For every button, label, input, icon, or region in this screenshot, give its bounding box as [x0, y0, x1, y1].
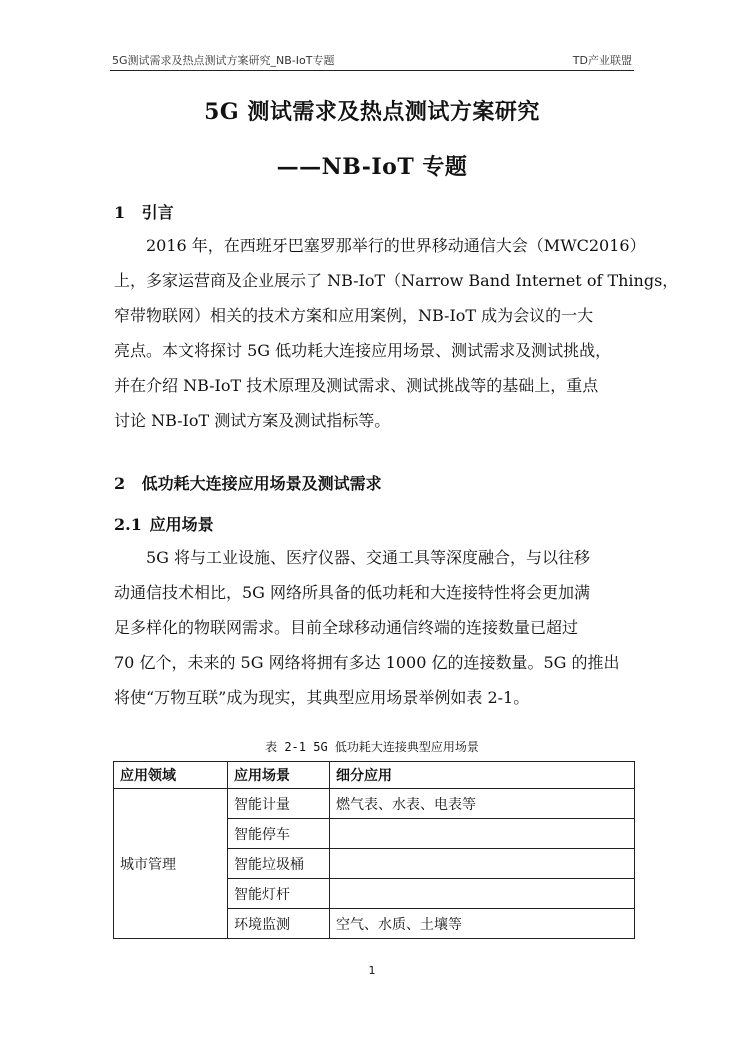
paragraph-line: 上，多家运营商及企业展示了 NB-IoT（Narrow Band Internet of Things，	[114, 271, 679, 290]
section-heading-2-1	[114, 512, 214, 535]
section-heading-1	[114, 200, 174, 223]
paragraph-line: 将使“万物互联”成为现实，其典型应用场景举例如表 2-1。	[114, 688, 530, 707]
header-organization: TD产业联盟	[572, 54, 632, 67]
detail-cell	[330, 819, 635, 849]
section-number: 2	[114, 474, 126, 493]
detail-cell	[330, 879, 635, 909]
section-number: 2.1	[114, 515, 142, 534]
section-title: 低功耗大连接应用场景及测试需求	[141, 474, 382, 493]
scene-cell: 智能灯杆	[228, 879, 330, 909]
paragraph-line: 足多样化的物联网需求。目前全球移动通信终端的连接数量已超过	[114, 618, 579, 637]
table-row	[114, 789, 635, 819]
intro-paragraph	[114, 228, 679, 438]
paragraph-line: 亮点。本文将探讨 5G 低功耗大连接应用场景、测试需求及测试挑战，	[114, 341, 612, 360]
paragraph-line: 70 亿个，未来的 5G 网络将拥有多达 1000 亿的连接数量。5G 的推出	[114, 653, 620, 672]
scene-cell: 智能垃圾桶	[228, 849, 330, 879]
detail-cell: 空气、水质、土壤等	[330, 909, 635, 939]
column-header-detail: 细分应用	[330, 762, 635, 789]
paragraph-line: 讨论 NB-IoT 测试方案及测试指标等。	[114, 411, 391, 430]
document-title: 5G 测试需求及热点测试方案研究	[204, 99, 540, 125]
detail-cell: 燃气表、水表、电表等	[330, 789, 635, 819]
header-divider	[110, 70, 634, 71]
section-title: 应用场景	[149, 515, 214, 534]
section-number: 1	[114, 203, 126, 222]
header-document-title: 5G测试需求及热点测试方案研究_NB-IoT专题	[112, 54, 335, 67]
section-title: 引言	[141, 203, 174, 222]
paragraph-line: 5G 将与工业设施、医疗仪器、交通工具等深度融合，与以往移	[146, 548, 591, 567]
domain-cell: 城市管理	[114, 789, 228, 939]
table-caption: 表 2-1 5G 低功耗大连接典型应用场景	[265, 740, 479, 754]
page-number: 1	[368, 964, 376, 977]
table-header-row	[114, 762, 635, 789]
column-header-scene: 应用场景	[228, 762, 330, 789]
paragraph-line: 动通信技术相比，5G 网络所具备的低功耗和大连接特性将会更加满	[114, 583, 591, 602]
scene-cell: 智能计量	[228, 789, 330, 819]
paragraph-line: 窄带物联网）相关的技术方案和应用案例，NB-IoT 成为会议的一大	[114, 306, 594, 325]
scene-cell: 环境监测	[228, 909, 330, 939]
paragraph-line: 2016 年，在西班牙巴塞罗那举行的世界移动通信大会（MWC2016）	[146, 236, 646, 255]
section-heading-2	[114, 471, 382, 494]
scene-cell: 智能停车	[228, 819, 330, 849]
document-subtitle: ——NB-IoT 专题	[276, 154, 468, 180]
scenario-table	[113, 761, 635, 939]
column-header-domain: 应用领域	[114, 762, 228, 789]
page-header	[110, 52, 634, 70]
detail-cell	[330, 849, 635, 879]
paragraph-line: 并在介绍 NB-IoT 技术原理及测试需求、测试挑战等的基础上，重点	[114, 376, 599, 395]
scenario-paragraph	[114, 540, 634, 715]
